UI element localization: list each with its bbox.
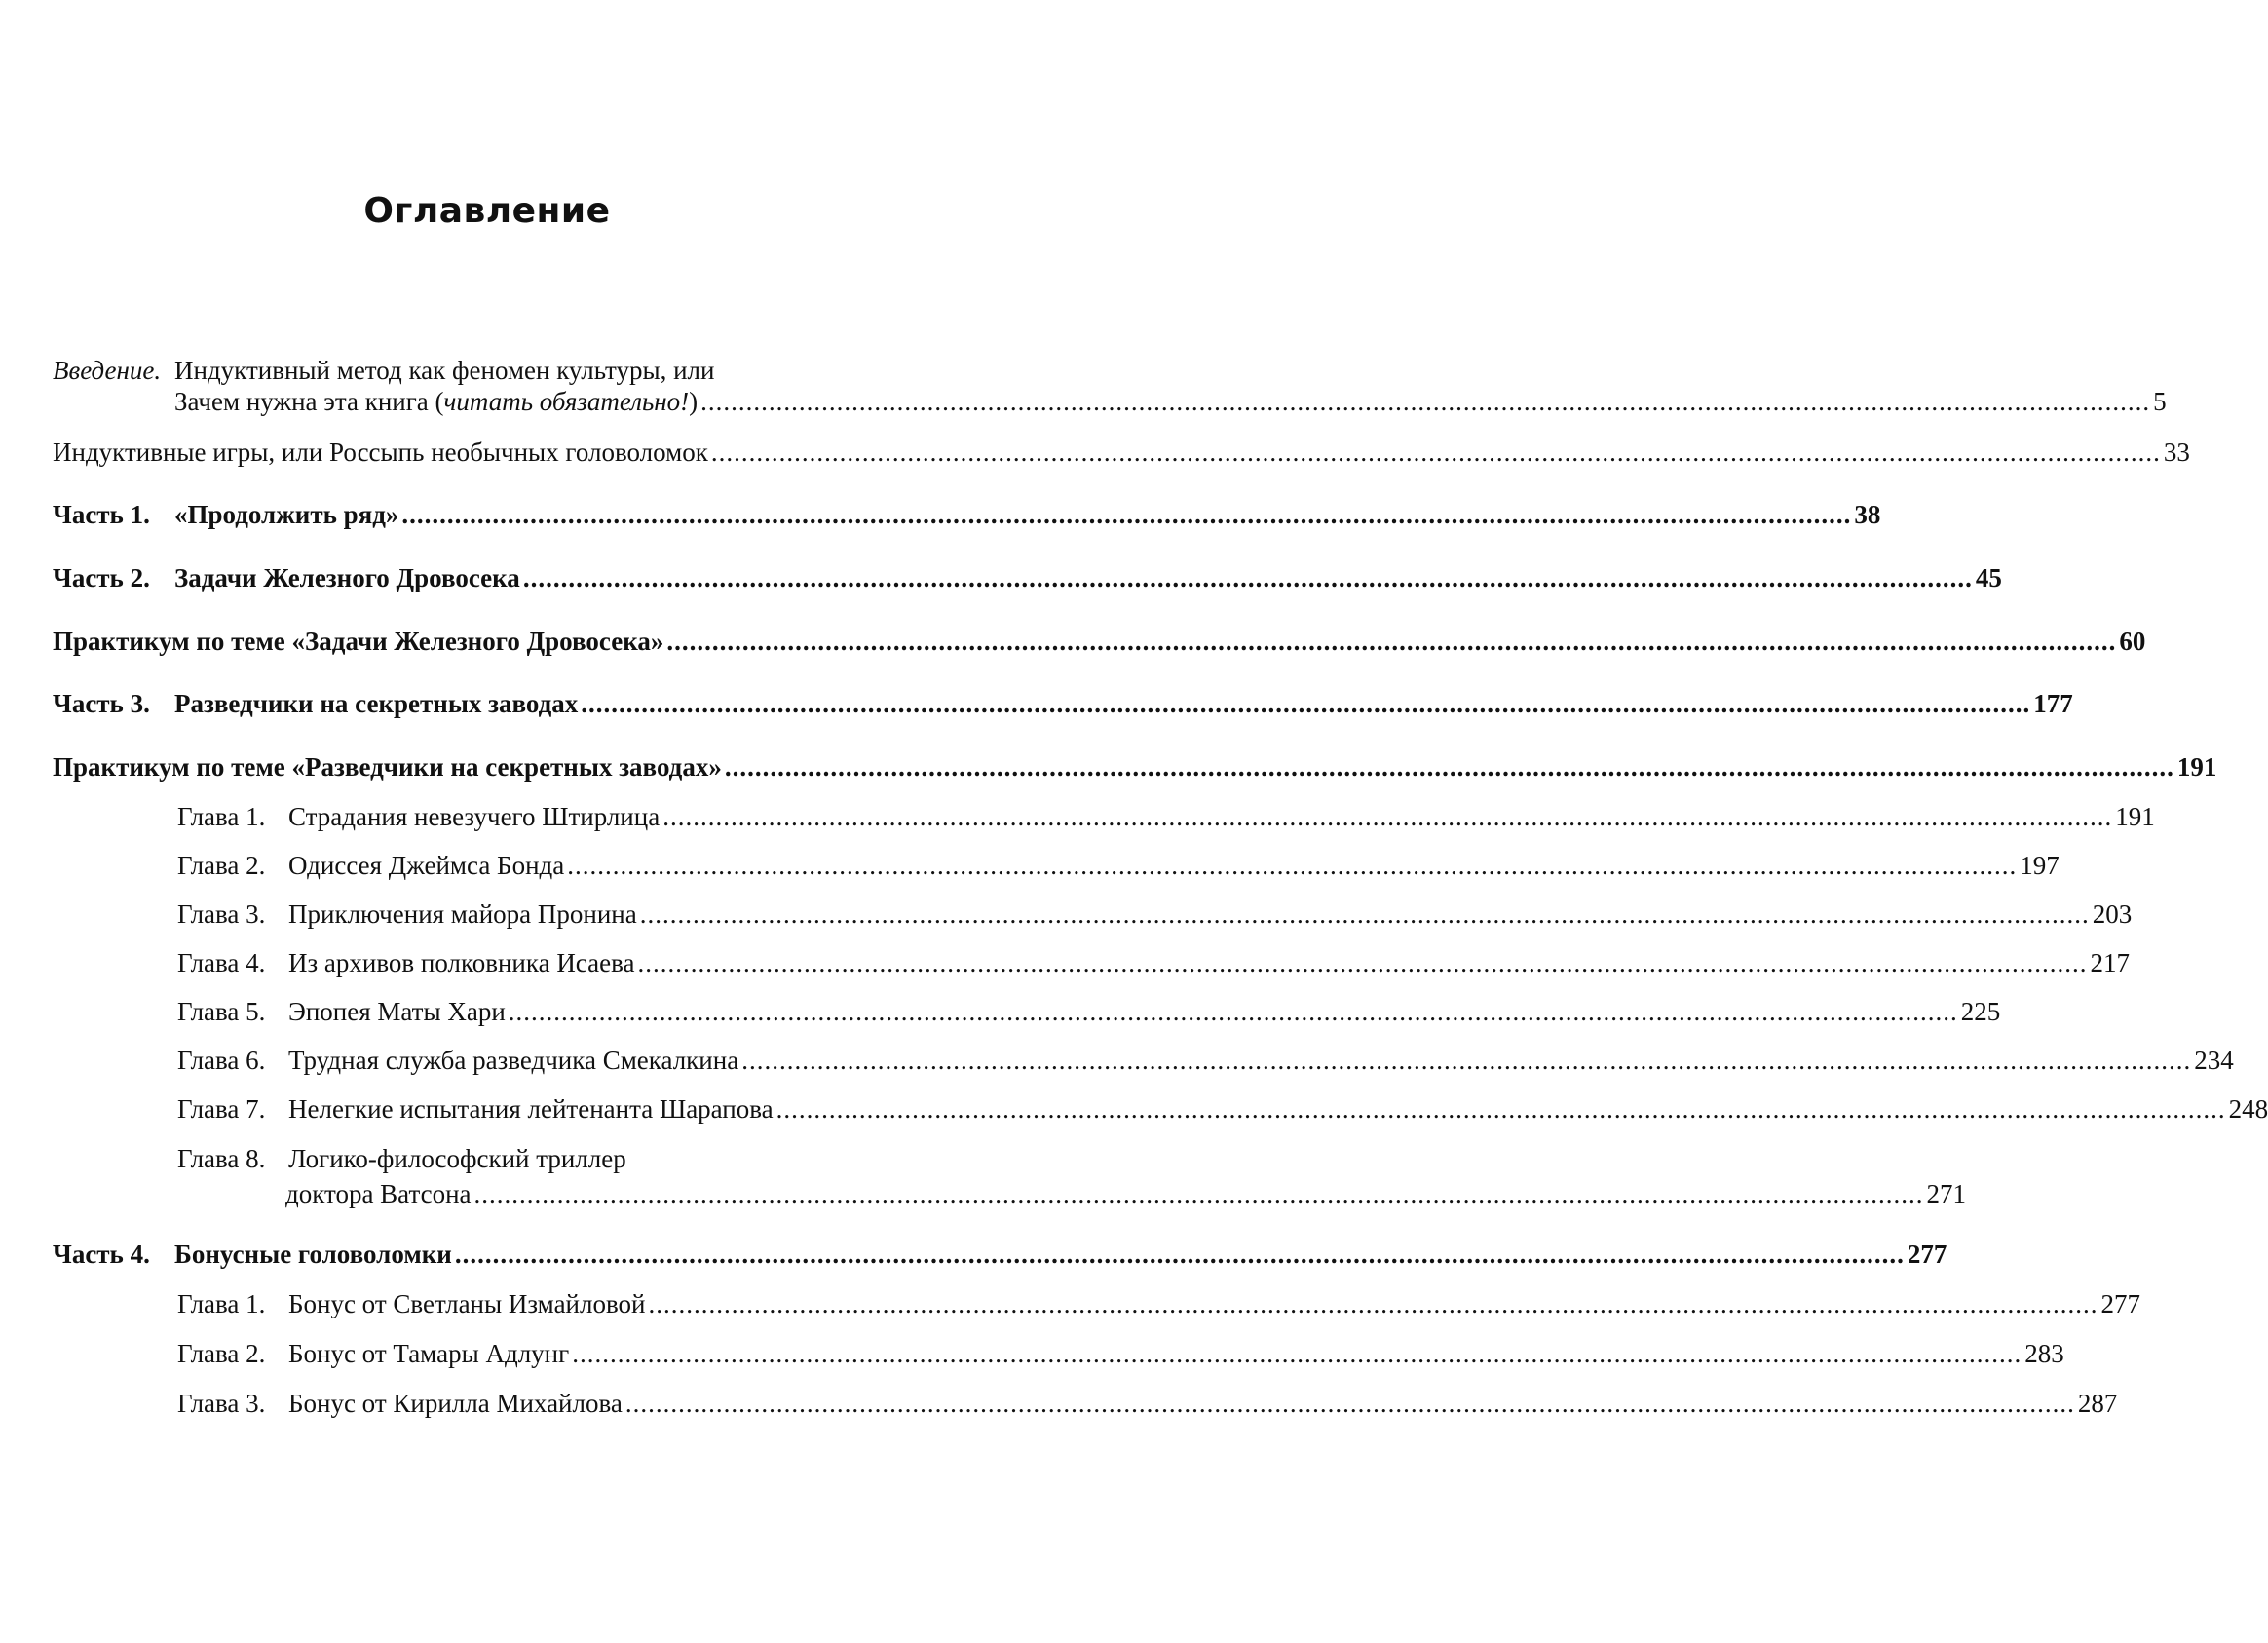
toc-entry-chapter[interactable] [53, 947, 2130, 978]
toc-entry-chapter[interactable] [53, 898, 2133, 930]
page-number: 60 [2119, 627, 2146, 656]
chapter-label: Глава 2. [177, 851, 266, 880]
page-number: 203 [2092, 899, 2133, 929]
entry-title: Индуктивные игры, или Россыпь необычных головоломок [53, 438, 708, 467]
toc-entry-games[interactable] [53, 437, 2190, 468]
dot-leader [581, 688, 2030, 719]
chapter-label: Глава 6. [177, 1046, 266, 1075]
dot-leader [625, 1388, 2075, 1419]
part-label: Часть 2. [53, 563, 150, 592]
page-number: 33 [2163, 438, 2190, 467]
intro-label: Введение. [53, 356, 162, 385]
toc-entry-chapter[interactable] [53, 1288, 2140, 1319]
entry-title: Бонус от Кирилла Михайлова [288, 1389, 623, 1418]
page-number: 234 [2194, 1046, 2234, 1075]
toc-entry-part-2[interactable] [53, 562, 2002, 593]
page-number: 191 [2176, 752, 2217, 782]
chapter-label: Глава 4. [177, 948, 266, 977]
dot-leader [741, 1045, 2191, 1076]
intro-title-line2: Зачем нужна эта книга (читать обязательно!) [174, 387, 699, 416]
dot-leader [401, 499, 1851, 530]
page-title: Оглавление [363, 191, 611, 231]
toc-entry-part-1[interactable] [53, 499, 1881, 530]
page-number: 248 [2228, 1094, 2268, 1124]
toc-entry-part-4[interactable] [53, 1239, 1947, 1270]
toc-entry-practicum-1[interactable] [53, 626, 2146, 657]
dot-leader [649, 1288, 2098, 1319]
entry-title: Задачи Железного Дровосека [174, 563, 520, 592]
chapter-label: Глава 3. [177, 1389, 266, 1418]
entry-title: Из архивов полковника Исаева [288, 948, 635, 977]
page-number: 287 [2077, 1389, 2118, 1418]
page-number: 277 [1907, 1240, 1947, 1269]
toc-entry-intro[interactable] [53, 355, 2167, 417]
dot-leader [776, 1093, 2226, 1125]
entry-title: Эпопея Маты Хари [288, 997, 506, 1026]
entry-title: Бонус от Тамары Адлунг [288, 1339, 570, 1368]
page-number: 5 [2153, 387, 2167, 416]
chapter-label: Глава 1. [177, 1289, 266, 1318]
entry-title: Нелегкие испытания лейтенанта Шарапова [288, 1094, 774, 1124]
page-number: 177 [2033, 689, 2073, 718]
dot-leader [666, 626, 2116, 657]
chapter-label: Глава 3. [177, 899, 266, 929]
dot-leader [640, 898, 2090, 930]
entry-title: Разведчики на секретных заводах [174, 689, 579, 718]
page-number: 217 [2090, 948, 2130, 977]
toc-entry-chapter[interactable] [53, 801, 2155, 832]
entry-title: Приключения майора Пронина [288, 899, 637, 929]
toc-entry-chapter[interactable] [53, 850, 2060, 881]
part-label: Часть 3. [53, 689, 150, 718]
part-label: Часть 4. [53, 1240, 150, 1269]
page-number: 45 [1975, 563, 2002, 592]
entry-title: Страдания невезучего Штирлица [288, 802, 661, 831]
dot-leader [711, 437, 2161, 468]
dot-leader [700, 386, 2150, 417]
dot-leader [662, 801, 2112, 832]
toc-entry-chapter[interactable] [53, 1388, 2118, 1419]
chapter-label: Глава 8. [177, 1144, 266, 1173]
page-number: 197 [2020, 851, 2060, 880]
entry-title: Логико-философский триллер [288, 1144, 626, 1173]
page-number: 271 [1926, 1179, 1967, 1208]
chapter-label: Глава 1. [177, 802, 266, 831]
page-number: 277 [2100, 1289, 2140, 1318]
dot-leader [637, 947, 2087, 978]
dot-leader [523, 562, 1973, 593]
entry-title-continued: доктора Ватсона [285, 1179, 472, 1208]
toc-entry-chapter[interactable] [53, 996, 2001, 1027]
entry-title: Трудная служба разведчика Смекалкина [288, 1046, 739, 1075]
entry-title: Практикум по теме «Задачи Железного Дровосека» [53, 627, 664, 656]
entry-title: Бонус от Светланы Измайловой [288, 1289, 646, 1318]
dot-leader [509, 996, 1958, 1027]
toc-entry-part-3[interactable] [53, 688, 2073, 719]
entry-title: Одиссея Джеймса Бонда [288, 851, 565, 880]
page-number: 38 [1854, 500, 1881, 529]
entry-title: Практикум по теме «Разведчики на секретных заводах» [53, 752, 722, 782]
page-number: 283 [2024, 1339, 2064, 1368]
toc-entry-chapter[interactable] [53, 1045, 2234, 1076]
page-number: 225 [1960, 997, 2001, 1026]
intro-emphasis: читать обязательно! [443, 387, 690, 416]
part-label: Часть 1. [53, 500, 150, 529]
dot-leader [567, 850, 2017, 881]
entry-title: Бонусные головоломки [174, 1240, 452, 1269]
toc-entry-chapter[interactable] [53, 1338, 2064, 1369]
dot-leader [474, 1178, 1924, 1209]
page-number: 191 [2115, 802, 2155, 831]
dot-leader [725, 751, 2174, 783]
chapter-label: Глава 7. [177, 1094, 266, 1124]
entry-title: «Продолжить ряд» [174, 500, 399, 529]
toc-entry-chapter[interactable] [53, 1143, 1967, 1209]
dot-leader [455, 1239, 1905, 1270]
chapter-label: Глава 2. [177, 1339, 266, 1368]
chapter-label: Глава 5. [177, 997, 266, 1026]
intro-title-line1: Индуктивный метод как феномен культуры, или [174, 356, 715, 385]
dot-leader [572, 1338, 2022, 1369]
toc-entry-practicum-2[interactable] [53, 751, 2217, 783]
toc-entry-chapter[interactable] [53, 1093, 2268, 1125]
